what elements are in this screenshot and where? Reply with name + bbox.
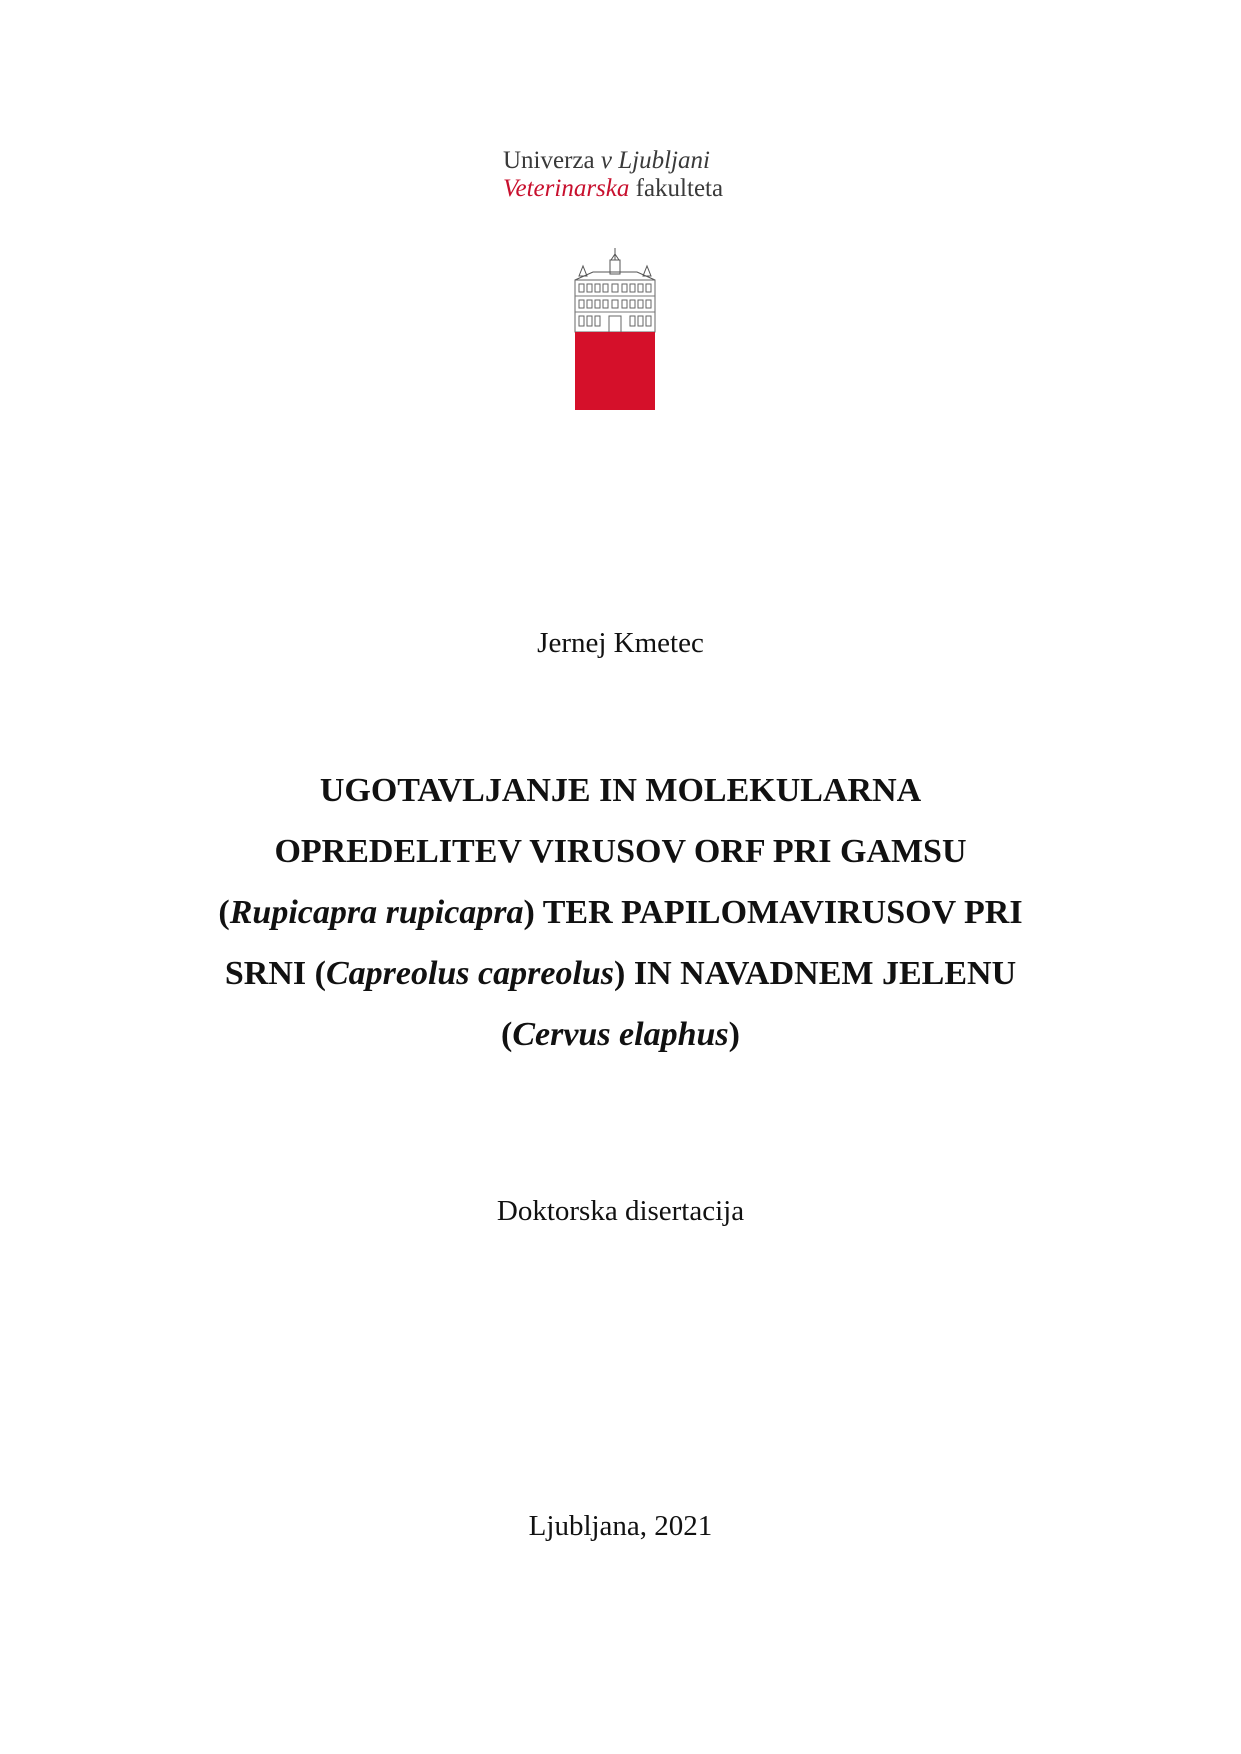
- title-line-5-open: (: [501, 1016, 513, 1053]
- title-line-5-close: ): [728, 1016, 740, 1053]
- university-name-part1: Univerza: [503, 147, 601, 174]
- species-rupicapra: Rupicapra rupicapra: [229, 894, 524, 931]
- thesis-title: [120, 760, 1121, 1065]
- university-name-part2: v Ljubljani: [600, 147, 710, 174]
- faculty-name-part1: Veterinarska: [503, 175, 630, 202]
- place-and-year: Ljubljana, 2021: [528, 1510, 713, 1542]
- title-line-3-open: (: [218, 894, 230, 931]
- title-line-5: [120, 1004, 1121, 1065]
- title-line-4-rest: ) IN NAVADNEM JELENU: [614, 955, 1017, 992]
- title-line-3-rest: ) TER PAPILOMAVIRUSOV PRI: [523, 894, 1023, 931]
- faculty-name-part2: fakulteta: [629, 175, 724, 202]
- thesis-type: Doktorska disertacija: [496, 1195, 745, 1227]
- faculty-name: [503, 175, 763, 203]
- title-line-4: [120, 943, 1121, 1004]
- species-cervus: Cervus elaphus: [512, 1016, 729, 1053]
- title-line-3: [120, 882, 1121, 943]
- title-line-4-open: SRNI (: [224, 955, 326, 992]
- university-name: [503, 147, 763, 175]
- institution-name: [503, 147, 763, 203]
- university-building-emblem-icon: [573, 246, 657, 412]
- title-line-1: UGOTAVLJANJE IN MOLEKULARNA: [319, 772, 922, 809]
- author-name: Jernej Kmetec: [537, 627, 704, 659]
- title-line-2: OPREDELITEV VIRUSOV ORF PRI GAMSU: [274, 833, 967, 870]
- species-capreolus: Capreolus capreolus: [325, 955, 615, 992]
